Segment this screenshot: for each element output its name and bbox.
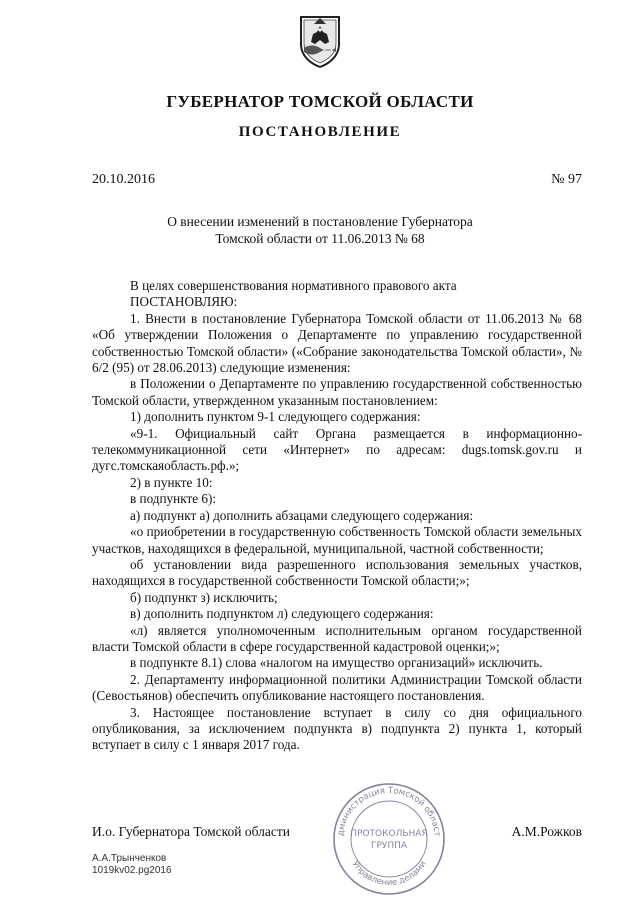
- body-paragraph: в Положении о Департаменте по управлению государственной собственностью Томской области, утвержденном указанным постановлением:: [92, 376, 582, 408]
- body-paragraph: 2) в пункте 10:: [130, 474, 213, 490]
- body-paragraph: «о приобретении в государственную собственность Томской области земельных участков, находящихся в федеральной, муниципальной, частной собственности;: [92, 524, 582, 556]
- body-paragraph: б) подпункт з) исключить;: [130, 589, 278, 605]
- document-number: № 97: [551, 172, 582, 187]
- signatory-position: И.о. Губернатора Томской области: [92, 824, 290, 839]
- document-type: ПОСТАНОВЛЕНИЕ: [238, 124, 402, 140]
- coat-of-arms-icon: [298, 12, 342, 68]
- body-paragraph: в) дополнить подпунктом л) следующего содержания:: [130, 606, 434, 622]
- signatory-name: А.М.Рожков: [511, 824, 582, 839]
- body-paragraph: ПОСТАНОВЛЯЮ:: [130, 294, 238, 310]
- subject-line: О внесении изменений в постановление Губернатора: [167, 214, 473, 229]
- stamp-inner-line: ГРУППА: [370, 841, 408, 851]
- authority-title: ГУБЕРНАТОР ТОМСКОЙ ОБЛАСТИ: [166, 92, 474, 111]
- body-paragraph: в подпункте 6):: [130, 491, 217, 507]
- body-paragraph: «9-1. Официальный сайт Органа размещается в информационно-телекоммуникационной сети «Интернет» по адресам: dugs.tomsk.gov.ru и дугс.томскаяобласть.рф.»;: [92, 425, 582, 474]
- document-code: 1019kv02.pg2016: [92, 865, 172, 876]
- body-paragraph: 3. Настоящее постановление вступает в силу со дня официального опубликования, за исключением подпункта в) подпункта 2) пункта 1, который вступает в силу с 1 января 2017 года.: [92, 704, 582, 753]
- document-body: [92, 278, 582, 754]
- executor-name: А.А.Трынченков: [92, 853, 167, 864]
- executor-info: [92, 853, 172, 877]
- document-date: 20.10.2016: [92, 172, 155, 187]
- body-paragraph: В целях совершенствования нормативного правового акта: [130, 278, 457, 293]
- document-subject: [0, 213, 640, 247]
- stamp-outer-text: дминистрация Томской област: [336, 785, 442, 837]
- body-paragraph: «л) является уполномоченным исполнительным органом государственной власти Томской области в сфере государственной кадастровой оценки;»;: [92, 622, 582, 654]
- stamp-bottom-text: Управление делами: [349, 859, 429, 889]
- body-paragraph: 1) дополнить пунктом 9-1 следующего содержания:: [130, 409, 421, 425]
- body-paragraph: об установлении вида разрешенного использования земельных участков, находящихся в государственной собственности Томской области;»;: [92, 556, 582, 589]
- body-paragraph: 1. Внести в постановление Губернатора Томской области от 11.06.2013 № 68 «Об утверждении Положения о Департаменте по управлению государственной собственностью Томской области» («Собрание законодательства Томской области», № 6/2 (95) от 28.06.2013) следующие изменения:: [92, 310, 582, 376]
- stamp-inner-ring: [351, 801, 427, 877]
- subject-line: Томской области от 11.06.2013 № 68: [215, 231, 425, 246]
- protocol-stamp: [330, 780, 448, 898]
- stamp-inner-line: ПРОТОКОЛЬНАЯ: [350, 829, 428, 839]
- body-paragraph: в подпункте 8.1) слова «налогом на имущество организаций» исключить.: [130, 655, 543, 671]
- body-paragraph: а) подпункт а) дополнить абзацами следующего содержания:: [130, 507, 474, 523]
- body-paragraph: 2. Департаменту информационной политики Администрации Томской области (Севостьянов) обеспечить опубликование настоящего постановления.: [92, 671, 582, 704]
